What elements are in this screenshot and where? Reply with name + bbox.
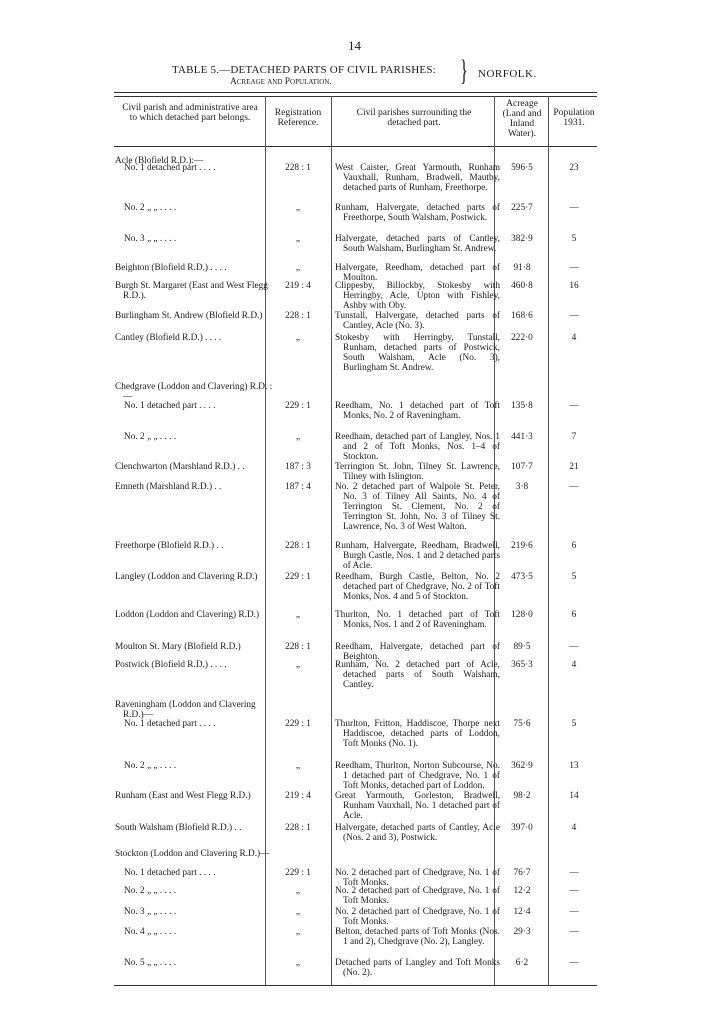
- row-acreage: 460·8: [511, 281, 533, 291]
- row-acreage: 12·4: [513, 907, 531, 917]
- row-parish-name: No. 2 „ „ . . . .: [124, 886, 177, 896]
- row-population: —: [569, 927, 579, 937]
- row-acreage: 365·3: [511, 660, 533, 670]
- row-population: —: [569, 482, 579, 492]
- row-parish-name: Cantley (Blofield R.D.) . . . .: [115, 333, 222, 343]
- row-surrounding-parishes: Halvergate, detached parts of Cantley, South Walsham, Burlingham St. Andrew.: [335, 234, 500, 254]
- row-surrounding-parishes: No. 2 detached part of Chedgrave, No. 1 of Toft Monks.: [335, 907, 500, 927]
- table-title: TABLE 5.—DETACHED PARTS OF CIVIL PARISHES:: [172, 64, 436, 76]
- row-registration-ref: 229 : 1: [285, 572, 311, 582]
- row-population: 4: [571, 660, 577, 670]
- row-parish-name: No. 3 „ „ . . . .: [124, 234, 177, 244]
- row-surrounding-parishes: Reedham, Thurlton, Norton Subcourse, No. 1 detached part of Chedgrave, No. 1 of Toft Monks, detached part of Loddon.: [335, 761, 500, 791]
- row-parish-name: No. 1 detached part . . . .: [124, 719, 216, 729]
- row-parish-name: No. 2 „ „ . . . .: [124, 203, 177, 213]
- row-surrounding-parishes: Great Yarmouth, Gorleston, Bradwell, Runham Vauxhall, No. 1 detached part of Acle.: [335, 791, 500, 821]
- row-population: 5: [571, 572, 577, 582]
- row-parish-name: No. 1 detached part . . . .: [124, 868, 216, 878]
- row-surrounding-parishes: Halvergate, Reedham, detached part of Moulton.: [335, 263, 500, 283]
- row-parish-name: South Walsham (Blofield R.D.) . .: [115, 823, 242, 833]
- row-acreage: 76·7: [513, 868, 531, 878]
- row-acreage: 362·9: [511, 761, 533, 771]
- row-registration-ref: 229 : 1: [285, 719, 311, 729]
- row-surrounding-parishes: Clippesby, Billockby, Stokesby with Herringby, Acle, Upton with Fishley, Ashby with Oby.: [335, 281, 500, 311]
- row-registration-ref: 229 : 1: [285, 401, 311, 411]
- row-parish-name: Postwick (Blofield R.D.) . . . .: [115, 660, 227, 670]
- row-acreage: 3·8: [515, 482, 529, 492]
- row-acreage: 98·2: [513, 791, 531, 801]
- row-population: 6: [571, 610, 577, 620]
- row-surrounding-parishes: Reedham, detached part of Langley, Nos. 1 and 2 of Toft Monks, Nos. 1–4 of Stockton.: [335, 432, 500, 462]
- row-surrounding-parishes: Runham, No. 2 detached part of Acle, detached parts of South Walsham, Cantley.: [335, 660, 500, 690]
- row-population: —: [569, 203, 579, 213]
- county-name: NORFOLK.: [478, 68, 537, 80]
- row-registration-ref: „: [295, 761, 301, 771]
- header-reg: Registration Reference.: [274, 108, 322, 128]
- brace-glyph: }: [460, 54, 468, 87]
- row-registration-ref: 229 : 1: [285, 868, 311, 878]
- row-registration-ref: „: [295, 660, 301, 670]
- row-surrounding-parishes: Reedham, No. 1 detached part of Toft Monks, No. 2 of Raveningham.: [335, 401, 500, 421]
- row-acreage: 135·8: [511, 401, 533, 411]
- row-population: 14: [569, 791, 579, 801]
- row-parish-name: No. 2 „ „ . . . .: [124, 761, 177, 771]
- row-surrounding-parishes: Belton, detached parts of Toft Monks (Nos. 1 and 2), Chedgrave (No. 2), Langley.: [335, 927, 500, 947]
- row-registration-ref: „: [295, 927, 301, 937]
- header-acreage: Acreage (Land and Inland Water).: [502, 99, 542, 139]
- row-registration-ref: „: [295, 333, 301, 343]
- row-parish-name: Runham (East and West Flegg R.D.): [115, 791, 251, 801]
- row-registration-ref: 228 : 1: [285, 163, 311, 173]
- row-acreage: 12·2: [513, 886, 531, 896]
- row-parish-name: Stockton (Loddon and Clavering R.D.)—: [115, 849, 270, 859]
- row-population: 5: [571, 719, 577, 729]
- row-registration-ref: 228 : 1: [285, 823, 311, 833]
- row-acreage: 29·3: [513, 927, 531, 937]
- row-population: 5: [571, 234, 577, 244]
- row-acreage: 596·5: [511, 163, 533, 173]
- row-registration-ref: „: [295, 958, 301, 968]
- header-surrounding: Civil parishes surrounding the detached part.: [356, 108, 472, 128]
- row-parish-name: No. 5 „ „ . . . .: [124, 958, 177, 968]
- row-population: 16: [569, 281, 579, 291]
- row-surrounding-parishes: Thurlton, No. 1 detached part of Toft Monks, Nos. 1 and 2 of Raveningham.: [335, 610, 500, 630]
- row-acreage: 441·3: [511, 432, 533, 442]
- row-acreage: 75·6: [513, 719, 531, 729]
- row-population: —: [569, 868, 579, 878]
- row-parish-name: Chedgrave (Loddon and Clavering) R.D. :—: [115, 382, 273, 402]
- row-parish-name: Loddon (Loddon and Clavering) R.D.): [115, 610, 260, 620]
- header-population: Population 1931.: [553, 108, 595, 128]
- row-acreage: 107·7: [511, 462, 533, 472]
- row-parish-name: No. 4 „ „ . . . .: [124, 927, 177, 937]
- row-parish-name: No. 1 detached part . . . .: [124, 401, 216, 411]
- row-registration-ref: „: [295, 234, 301, 244]
- row-surrounding-parishes: Reedham, Burgh Castle, Belton, No. 2 detached part of Chedgrave, No. 2 of Toft Monks, Nos. 4 and 5 of Stockton.: [335, 572, 500, 602]
- row-surrounding-parishes: Runham, Halvergate, Reedham, Bradwell, Burgh Castle, Nos. 1 and 2 detached parts of Acle.: [335, 541, 500, 571]
- row-parish-name: No. 3 „ „ . . . .: [124, 907, 177, 917]
- row-registration-ref: „: [295, 907, 301, 917]
- row-registration-ref: 228 : 1: [285, 311, 311, 321]
- row-parish-name: No. 2 „ „ . . . .: [124, 432, 177, 442]
- row-population: 6: [571, 541, 577, 551]
- row-surrounding-parishes: Reedham, Halvergate, detached part of Beighton.: [335, 642, 500, 662]
- row-acreage: 382·9: [511, 234, 533, 244]
- row-acreage: 222·0: [511, 333, 533, 343]
- row-acreage: 473·5: [511, 572, 533, 582]
- row-surrounding-parishes: Terrington St. John, Tilney St. Lawrence, Tilney with Islington.: [335, 462, 500, 482]
- row-acreage: 128·0: [511, 610, 533, 620]
- row-surrounding-parishes: West Caister, Great Yarmouth, Runham Vauxhall, Runham, Bradwell, Mautby, detached parts of Runham, Freethorpe.: [335, 163, 500, 193]
- row-acreage: 168·6: [511, 311, 533, 321]
- row-population: —: [569, 642, 579, 652]
- row-population: 21: [569, 462, 579, 472]
- row-population: 4: [571, 823, 577, 833]
- row-surrounding-parishes: No. 2 detached part of Chedgrave, No. 1 of Toft Monks.: [335, 868, 500, 888]
- row-registration-ref: 187 : 4: [285, 482, 311, 492]
- row-surrounding-parishes: Tunstall, Halvergate, detached parts of Cantley, Acle (No. 3).: [335, 311, 500, 331]
- row-registration-ref: 219 : 4: [285, 791, 311, 801]
- row-parish-name: Freethorpe (Blofield R.D.) . .: [115, 541, 224, 551]
- row-population: 4: [571, 333, 577, 343]
- row-acreage: 397·0: [511, 823, 533, 833]
- row-surrounding-parishes: Thurlton, Fritton, Haddiscoe, Thorpe next Haddiscoe, detached parts of Loddon, Toft Monks (No. 1).: [335, 719, 500, 749]
- row-acreage: 89·5: [513, 642, 531, 652]
- table-subtitle: Acreage and Population.: [230, 77, 332, 87]
- page-number: 14: [348, 38, 361, 53]
- row-parish-name: Burlingham St. Andrew (Blofield R.D.): [115, 311, 263, 321]
- row-population: —: [569, 958, 579, 968]
- row-registration-ref: „: [295, 432, 301, 442]
- row-surrounding-parishes: Stokesby with Herringby, Tunstall, Runham, detached parts of Postwick, South Walsham, Acle (No. 3), Burlingham St. Andrew.: [335, 333, 500, 373]
- row-registration-ref: 228 : 1: [285, 642, 311, 652]
- row-surrounding-parishes: Detached parts of Langley and Toft Monks (No. 2).: [335, 958, 500, 978]
- row-surrounding-parishes: Runham, Halvergate, detached parts of Freethorpe, South Walsham, Postwick.: [335, 203, 500, 223]
- row-parish-name: Raveningham (Loddon and Clavering R.D.)—: [115, 700, 256, 720]
- row-parish-name: Beighton (Blofield R.D.) . . . .: [115, 263, 227, 273]
- header-name: Civil parish and administrative area to which detached part belongs.: [122, 103, 258, 123]
- row-acreage: 225·7: [511, 203, 533, 213]
- row-surrounding-parishes: No. 2 detached part of Chedgrave, No. 1 of Toft Monks.: [335, 886, 500, 906]
- row-population: —: [569, 401, 579, 411]
- row-population: 23: [569, 163, 579, 173]
- row-registration-ref: „: [295, 203, 301, 213]
- row-acreage: 219·6: [511, 541, 533, 551]
- row-registration-ref: „: [295, 263, 301, 273]
- row-parish-name: No. 1 detached part . . . .: [124, 163, 216, 173]
- row-registration-ref: 219 : 4: [285, 281, 311, 291]
- row-parish-name: Burgh St. Margaret (East and West Flegg R.D.).: [115, 281, 268, 301]
- row-acreage: 91·8: [513, 263, 531, 273]
- row-parish-name: Acle (Blofield R.D.):—: [115, 156, 204, 166]
- row-population: —: [569, 907, 579, 917]
- row-parish-name: Clenchwarton (Marshland R.D.) . .: [115, 462, 245, 472]
- row-registration-ref: 228 : 1: [285, 541, 311, 551]
- row-surrounding-parishes: No. 2 detached part of Walpole St. Peter, No. 3 of Tilney All Saints, No. 4 of Terrington St. Clement, No. 2 of Terrington St. John, No. 3 of Tilney St. Lawrence, No. 3 of West Walton.: [335, 482, 500, 532]
- row-parish-name: Emneth (Marshland R.D.) . .: [115, 482, 222, 492]
- row-population: —: [569, 263, 579, 273]
- row-population: —: [569, 311, 579, 321]
- row-registration-ref: „: [295, 610, 301, 620]
- row-acreage: 6·2: [515, 958, 529, 968]
- row-registration-ref: „: [295, 886, 301, 896]
- row-population: 7: [571, 432, 577, 442]
- row-population: 13: [569, 761, 579, 771]
- row-parish-name: Moulton St. Mary (Blofield R.D.): [115, 642, 241, 652]
- row-surrounding-parishes: Halvergate, detached parts of Cantley, Acle (Nos. 2 and 3), Postwick.: [335, 823, 500, 843]
- row-registration-ref: 187 : 3: [285, 462, 311, 472]
- row-population: —: [569, 886, 579, 896]
- row-parish-name: Langley (Loddon and Clavering R.D.): [115, 572, 258, 582]
